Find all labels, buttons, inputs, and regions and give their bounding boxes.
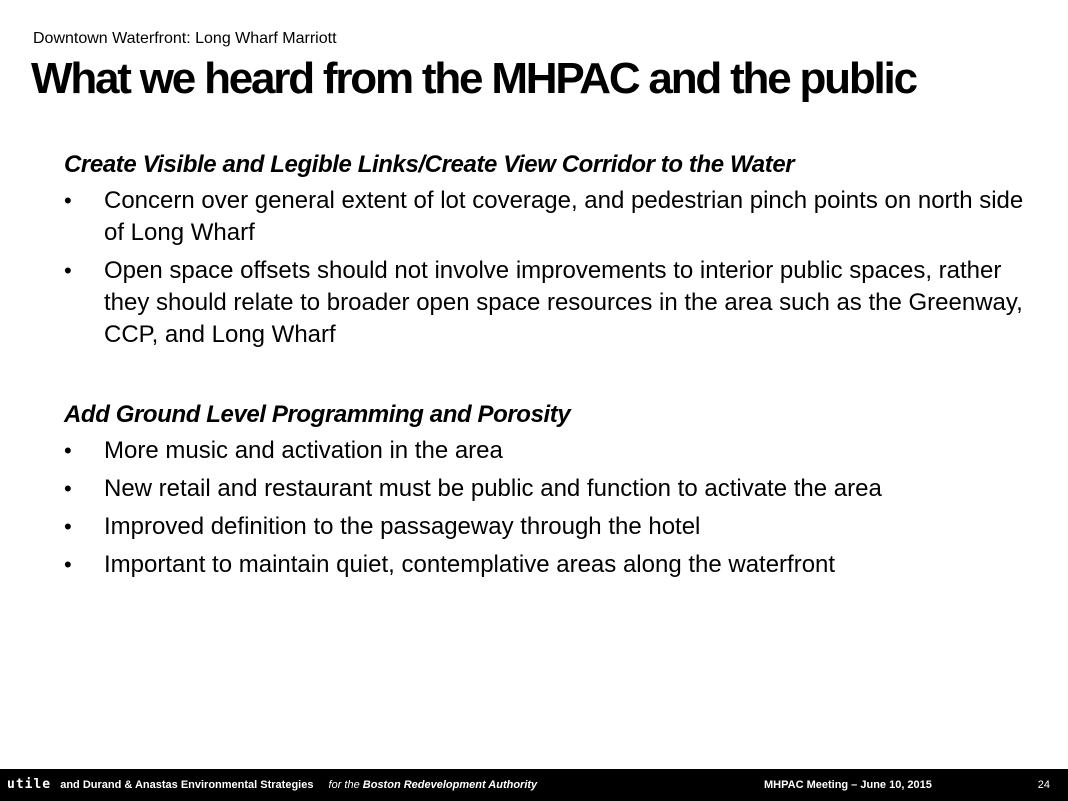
bullet-dot-icon: •	[64, 552, 72, 577]
footer-client: Boston Redevelopment Authority	[362, 779, 538, 791]
page-number: 24	[1037, 779, 1050, 791]
bullet-item	[64, 549, 1024, 581]
bullet-dot-icon: •	[64, 258, 72, 283]
bullet-text: Open space offsets should not involve improvements to interior public spaces, rather they should relate to broader open space resources in the area such as the Greenway, CCP, and Long Wharf	[104, 257, 1023, 348]
footer-credits	[7, 769, 537, 801]
slide-subtitle: Downtown Waterfront: Long Wharf Marriott	[33, 30, 337, 47]
bullet-item	[64, 511, 1024, 543]
section-view-corridor	[64, 148, 1024, 357]
bullet-item	[64, 473, 1024, 505]
bullet-text: Concern over general extent of lot coverage, and pedestrian pinch points on north side of Long Wharf	[104, 187, 1024, 246]
slide-title: What we heard from the MHPAC and the public	[31, 54, 916, 103]
brand-logo: utile	[7, 777, 52, 792]
footer-meeting-date: MHPAC Meeting – June 10, 2015	[764, 779, 932, 791]
bullet-text: More music and activation in the area	[104, 437, 503, 464]
bullet-dot-icon: •	[64, 188, 72, 213]
bullet-item	[64, 255, 1024, 351]
section-heading: Add Ground Level Programming and Porosity	[64, 401, 571, 428]
bullet-item	[64, 185, 1024, 249]
footer-bar	[0, 769, 1068, 801]
bullet-list	[64, 185, 1024, 351]
bullet-dot-icon: •	[64, 476, 72, 501]
footer-for-label: for the	[328, 779, 360, 791]
bullet-text: Important to maintain quiet, contemplative areas along the waterfront	[104, 551, 836, 578]
bullet-list	[64, 435, 1024, 581]
bullet-text: Improved definition to the passageway through the hotel	[104, 513, 701, 540]
bullet-dot-icon: •	[64, 438, 72, 463]
footer-partners: and Durand & Anastas Environmental Strategies	[60, 779, 314, 791]
bullet-dot-icon: •	[64, 514, 72, 539]
bullet-text: New retail and restaurant must be public and function to activate the area	[104, 475, 882, 502]
bullet-item	[64, 435, 1024, 467]
section-heading: Create Visible and Legible Links/Create View Corridor to the Water	[64, 151, 795, 178]
section-ground-level	[64, 398, 1024, 587]
